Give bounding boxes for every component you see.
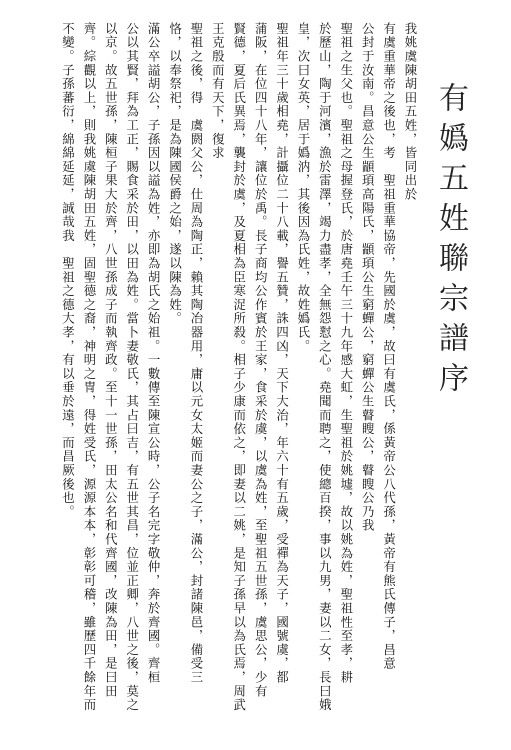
text-column: 聖祖年三十歲相堯，計攝位二十八載，譽五贊，誅四凶，天下大治，年六十有五歲，受禪為天子，國號虞，都 bbox=[274, 22, 290, 685]
text-column: 有虞重華帝之後也，考 聖祖重華協帝，先國於虞，故曰有虞氏，係黃帝公八代孫，黃帝有熊氏傳子，昌意 bbox=[381, 22, 397, 671]
text-column: 王克殷而有天下，復求 bbox=[210, 22, 226, 160]
text-column: 恪，以奉祭祀，是為陳國侯爵之始，遂以陳為姓。 bbox=[167, 22, 183, 326]
text-column: 不變。子孫蕃衍，綿綿延延，誠哉我 聖祖之德大孝，有以垂於遠，而昌厥後也。 bbox=[60, 22, 76, 519]
text-column: 以京。故五世孫，陳桓子果大於齊，八世孫成子而執齊政。至十一世孫，田太公名和代齊國，改陳為田，是曰田 bbox=[103, 22, 119, 699]
text-column: 蒲阪，在位四十八年，讓位於禹。長子商均公作賓於王家，食采於虞，以虞為姓，至聖祖五世孫，虞思公，少有 bbox=[253, 22, 269, 699]
text-column: 於歷山，陶于河濱，漁於雷澤，竭力盡孝，全無怨懟之心。堯聞而聘之，使總百揆，事以九男，妻以二女，長曰娥 bbox=[317, 22, 333, 712]
document-title: 有嬀五姓聯宗譜序 bbox=[433, 82, 468, 402]
text-column: 聖祖之生父也。聖祖之母握登氏，於唐堯壬午三十九年感大虹，生聖祖於姚墟，故以姚為姓，聖祖性至孝，耕 bbox=[338, 22, 354, 685]
text-column: 我姚虞陳胡田五姓，皆同出於 bbox=[403, 22, 418, 202]
text-column: 滿公卒謚胡公，子孫因以謚為姓，亦即為胡氏之始祖。一數傳至陳宣公時，公子名完字敬仲，奔於齊國。齊桓 bbox=[146, 22, 162, 685]
text-column: 賢德，夏后氏異焉，襲封於虞，及夏相為臣寒浞所殺。相子少康而依之，即妻以二姚，是知子孫早以為氏焉，周武 bbox=[231, 22, 247, 712]
text-column: 聖祖之後，得 虞閼父公，仕周為陶正，賴其陶冶器用，庸以元女太姬而妻公之子，滿公，封諸陳邑，備受三 bbox=[188, 22, 204, 685]
text-column: 皇，次曰女英，居于嬀汭，其後因為氏姓，故姓嬀氏。 bbox=[295, 22, 311, 354]
text-column: 齊。綜觀以上，則我姚虞陳胡田五姓，固聖德之裔，神明之冑，得姓受氏，源源本本，彰彰可稽，雖歷四千餘年而 bbox=[81, 22, 97, 712]
text-column: 公以其賢，拜為工正，賜食采於田，以田為姓。當卜妻敬氏，其占曰吉，有五世其昌，位並正卿，八世之後，莫之 bbox=[124, 22, 140, 712]
text-column: 公封于汝南。昌意公生顓頊高陽氏，顓頊公生窮蟬公，窮蟬公生瞽瞍公，瞽瞍公乃我 bbox=[360, 22, 376, 533]
